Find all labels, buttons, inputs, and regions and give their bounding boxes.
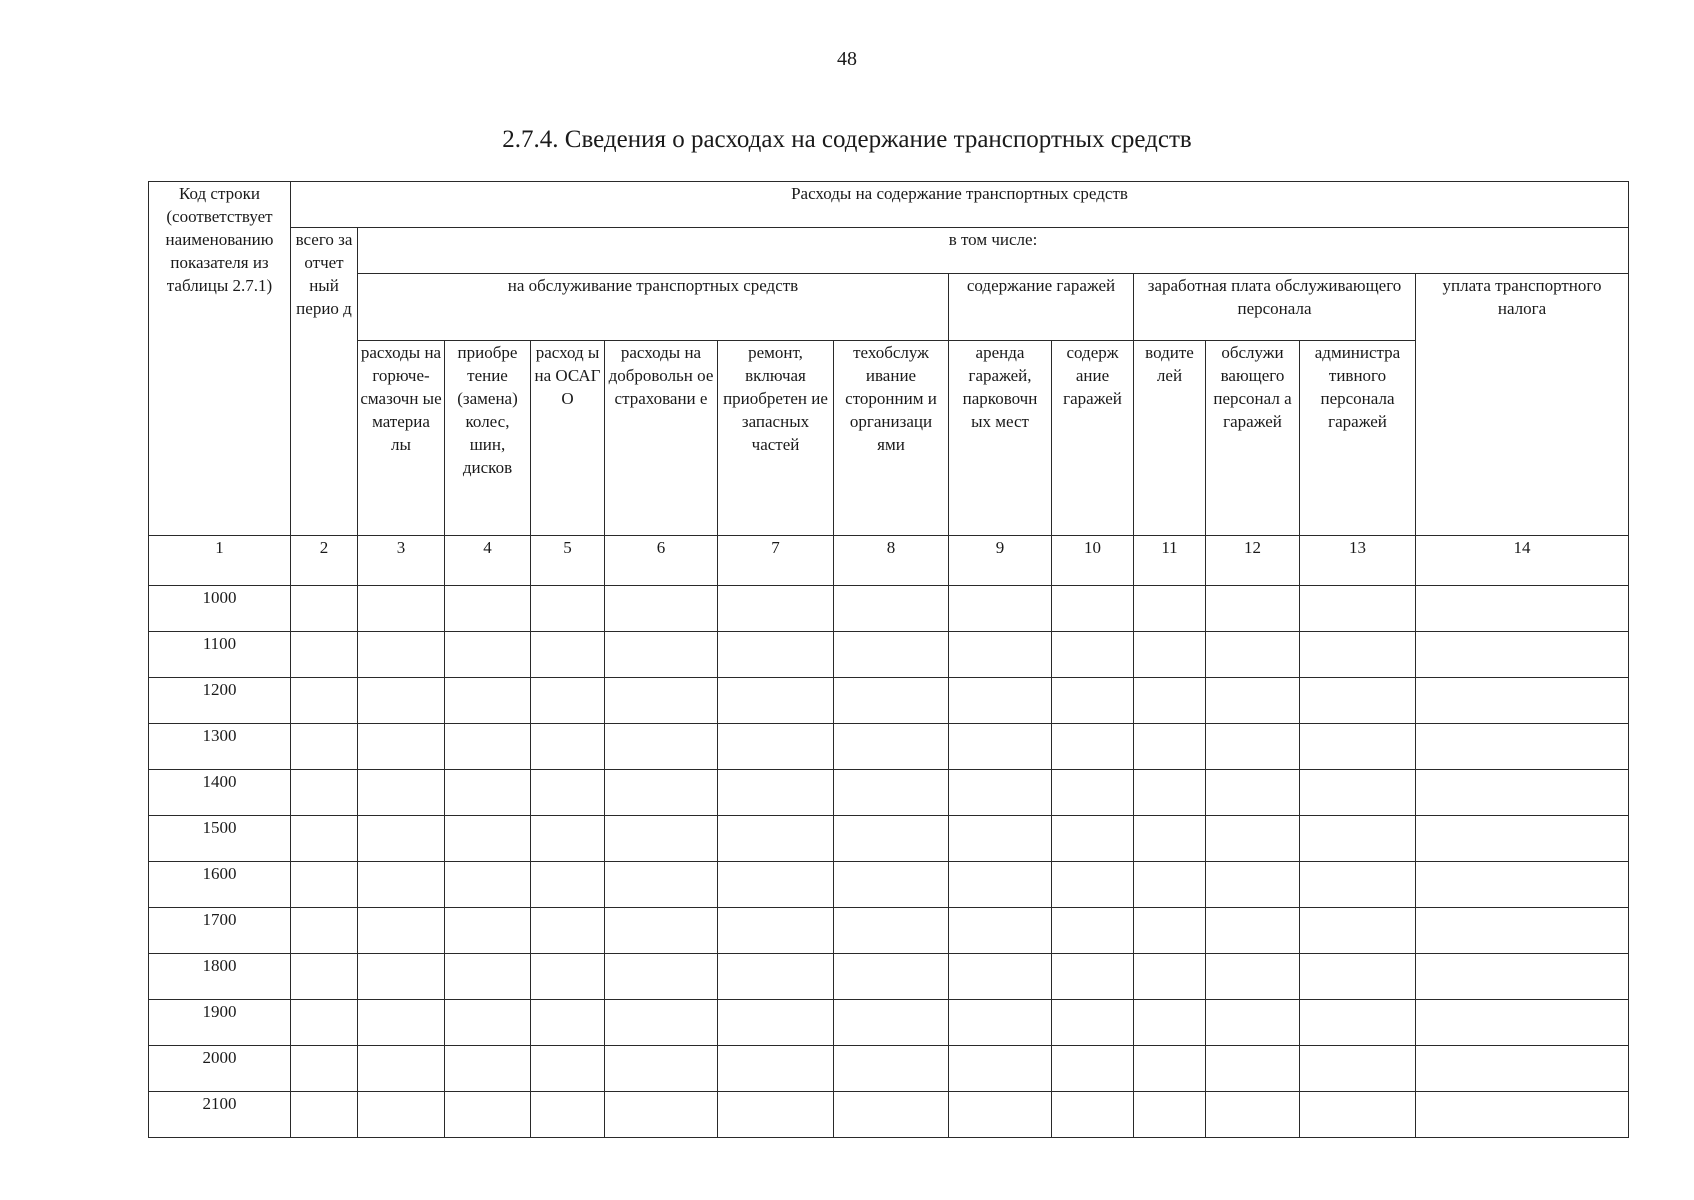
table-cell	[605, 678, 718, 724]
table-cell	[1206, 908, 1300, 954]
table-cell	[718, 816, 834, 862]
table-cell	[1206, 954, 1300, 1000]
table-cell	[718, 1046, 834, 1092]
table-cell	[1134, 632, 1206, 678]
table-cell	[949, 1092, 1052, 1138]
table-cell	[1052, 586, 1134, 632]
table-cell	[358, 770, 445, 816]
table-cell	[358, 724, 445, 770]
table-cell	[1134, 1046, 1206, 1092]
table-cell	[1206, 770, 1300, 816]
table-cell	[1052, 908, 1134, 954]
table-cell	[718, 678, 834, 724]
table-row	[149, 862, 1629, 908]
table-cell	[1052, 862, 1134, 908]
table-cell	[605, 1000, 718, 1046]
table-cell	[531, 586, 605, 632]
table-cell	[445, 816, 531, 862]
table-cell	[1134, 678, 1206, 724]
table-cell	[358, 862, 445, 908]
table-row	[149, 1092, 1629, 1138]
header-group-tax: уплата транспортного налога	[1416, 274, 1629, 536]
column-number: 13	[1300, 536, 1416, 586]
table-cell	[1134, 770, 1206, 816]
table-cell	[1206, 1000, 1300, 1046]
table-cell	[834, 816, 949, 862]
table-cell	[1206, 1046, 1300, 1092]
table-cell	[1300, 816, 1416, 862]
header-sub-fuel: расходы на горюче-смазочн ые материа лы	[358, 341, 445, 536]
table-cell	[949, 1000, 1052, 1046]
table-cell	[291, 678, 358, 724]
table-cell	[531, 862, 605, 908]
table-cell	[1300, 954, 1416, 1000]
table-cell	[1416, 954, 1629, 1000]
table-cell	[1416, 862, 1629, 908]
table-cell	[1206, 678, 1300, 724]
table-cell	[718, 908, 834, 954]
row-code: 1600	[149, 862, 291, 908]
table-cell	[1206, 724, 1300, 770]
table-cell	[291, 586, 358, 632]
table-cell	[949, 862, 1052, 908]
table-row	[149, 770, 1629, 816]
table-cell	[291, 1000, 358, 1046]
table-cell	[445, 862, 531, 908]
table-cell	[445, 586, 531, 632]
table-cell	[1134, 586, 1206, 632]
table-cell	[834, 724, 949, 770]
table-cell	[1300, 1000, 1416, 1046]
table-cell	[1134, 1000, 1206, 1046]
table-cell	[445, 678, 531, 724]
table-cell	[1416, 586, 1629, 632]
table-cell	[834, 632, 949, 678]
row-code: 1800	[149, 954, 291, 1000]
table-cell	[718, 1000, 834, 1046]
table-row	[149, 1046, 1629, 1092]
column-number: 8	[834, 536, 949, 586]
table-cell	[1134, 1092, 1206, 1138]
table-cell	[834, 1046, 949, 1092]
header-group-garages: содержание гаражей	[949, 274, 1134, 341]
table-cell	[1416, 770, 1629, 816]
column-number: 3	[358, 536, 445, 586]
row-code: 1300	[149, 724, 291, 770]
table-cell	[358, 678, 445, 724]
table-cell	[949, 770, 1052, 816]
table-cell	[1416, 908, 1629, 954]
header-sub-osago: расход ы на ОСАГ О	[531, 341, 605, 536]
table-cell	[445, 1046, 531, 1092]
table-cell	[834, 954, 949, 1000]
table-cell	[605, 1092, 718, 1138]
table-cell	[949, 724, 1052, 770]
table-cell	[605, 1046, 718, 1092]
table-cell	[1300, 862, 1416, 908]
expenses-table	[148, 181, 1629, 1138]
table-cell	[1300, 586, 1416, 632]
header-sub-drivers: водите лей	[1134, 341, 1206, 536]
table-cell	[291, 1046, 358, 1092]
table-cell	[445, 954, 531, 1000]
column-number: 10	[1052, 536, 1134, 586]
table-cell	[291, 908, 358, 954]
table-cell	[1052, 770, 1134, 816]
header-total: всего за отчет ный перио д	[291, 228, 358, 536]
table-cell	[445, 1000, 531, 1046]
table-cell	[358, 632, 445, 678]
table-cell	[834, 908, 949, 954]
table-cell	[718, 862, 834, 908]
table-cell	[1300, 908, 1416, 954]
table-cell	[1416, 678, 1629, 724]
table-cell	[605, 862, 718, 908]
page-number: 48	[837, 48, 857, 70]
header-sub-voluntary-insurance: расходы на добровольн ое страховани е	[605, 341, 718, 536]
table-cell	[834, 1000, 949, 1046]
column-number: 6	[605, 536, 718, 586]
table-cell	[1206, 632, 1300, 678]
row-code: 1200	[149, 678, 291, 724]
table-cell	[1300, 1092, 1416, 1138]
table-cell	[834, 770, 949, 816]
data-rows	[149, 586, 1629, 1138]
table-cell	[718, 770, 834, 816]
column-number: 7	[718, 536, 834, 586]
table-cell	[718, 586, 834, 632]
table-cell	[1052, 678, 1134, 724]
table-row	[149, 954, 1629, 1000]
table-cell	[358, 908, 445, 954]
table-cell	[1206, 586, 1300, 632]
header-expenses: Расходы на содержание транспортных средств	[291, 182, 1629, 228]
table-cell	[1416, 724, 1629, 770]
row-code: 1500	[149, 816, 291, 862]
table-cell	[1134, 816, 1206, 862]
table-cell	[531, 678, 605, 724]
table-cell	[718, 632, 834, 678]
table-cell	[1300, 678, 1416, 724]
table-cell	[834, 862, 949, 908]
table-cell	[949, 678, 1052, 724]
column-number: 2	[291, 536, 358, 586]
table-cell	[1134, 908, 1206, 954]
table-cell	[1052, 1000, 1134, 1046]
table-cell	[1052, 1046, 1134, 1092]
table-cell	[1206, 1092, 1300, 1138]
table-row	[149, 816, 1629, 862]
table-cell	[834, 1092, 949, 1138]
row-code: 1700	[149, 908, 291, 954]
table-cell	[1134, 862, 1206, 908]
table-cell	[531, 908, 605, 954]
row-code: 1100	[149, 632, 291, 678]
table-row	[149, 632, 1629, 678]
table-cell	[358, 1000, 445, 1046]
table-cell	[1416, 632, 1629, 678]
table-cell	[605, 724, 718, 770]
row-code: 1400	[149, 770, 291, 816]
table-cell	[1300, 632, 1416, 678]
table-cell	[531, 632, 605, 678]
table-row	[149, 1000, 1629, 1046]
column-number-row	[149, 536, 1629, 586]
table-cell	[949, 816, 1052, 862]
table-cell	[445, 1092, 531, 1138]
column-number: 9	[949, 536, 1052, 586]
table-cell	[531, 1000, 605, 1046]
table-cell	[1206, 816, 1300, 862]
table-cell	[834, 586, 949, 632]
table-cell	[1300, 724, 1416, 770]
table-cell	[1300, 1046, 1416, 1092]
header-sub-wheels: приобре тение (замена) колес, шин, дисков	[445, 341, 531, 536]
table-cell	[291, 632, 358, 678]
header-sub-garage-rent: аренда гаражей, парковочн ых мест	[949, 341, 1052, 536]
table-row	[149, 724, 1629, 770]
table-cell	[445, 908, 531, 954]
row-code: 2100	[149, 1092, 291, 1138]
table-cell	[531, 816, 605, 862]
table-cell	[291, 862, 358, 908]
table-cell	[445, 632, 531, 678]
table-cell	[1134, 954, 1206, 1000]
table-cell	[445, 770, 531, 816]
table-cell	[1052, 954, 1134, 1000]
header-sub-admin-staff: администра тивного персонала гаражей	[1300, 341, 1416, 536]
document-title: 2.7.4. Сведения о расходах на содержание транспортных средств	[502, 126, 1192, 153]
column-number: 11	[1134, 536, 1206, 586]
table-cell	[531, 724, 605, 770]
table-cell	[605, 816, 718, 862]
table-cell	[834, 678, 949, 724]
table-cell	[1416, 1046, 1629, 1092]
table-row	[149, 678, 1629, 724]
table-cell	[358, 586, 445, 632]
table-cell	[949, 954, 1052, 1000]
table-cell	[531, 1092, 605, 1138]
table-cell	[605, 908, 718, 954]
table-cell	[949, 908, 1052, 954]
table-cell	[291, 954, 358, 1000]
table-cell	[1416, 1000, 1629, 1046]
table-cell	[291, 724, 358, 770]
table-cell	[605, 770, 718, 816]
table-cell	[291, 816, 358, 862]
table-cell	[949, 1046, 1052, 1092]
header-sub-garage-upkeep: содерж ание гаражей	[1052, 341, 1134, 536]
column-number: 12	[1206, 536, 1300, 586]
table-cell	[1052, 632, 1134, 678]
table-cell	[358, 1092, 445, 1138]
table-cell	[605, 954, 718, 1000]
column-number: 5	[531, 536, 605, 586]
table-cell	[1300, 770, 1416, 816]
table-cell	[531, 954, 605, 1000]
header-group-salary: заработная плата обслуживающего персонала	[1134, 274, 1416, 341]
table-cell	[1206, 862, 1300, 908]
table-cell	[949, 632, 1052, 678]
header-row-code: Код строки (соответствует наименованию показателя из таблицы 2.7.1)	[149, 182, 291, 536]
table-cell	[949, 586, 1052, 632]
table-cell	[1052, 724, 1134, 770]
table-cell	[291, 770, 358, 816]
column-number: 1	[149, 536, 291, 586]
table-cell	[531, 1046, 605, 1092]
header-including: в том числе:	[358, 228, 1629, 274]
table-cell	[358, 816, 445, 862]
table-cell	[358, 1046, 445, 1092]
table-cell	[1416, 816, 1629, 862]
table-cell	[1052, 816, 1134, 862]
header-sub-repair: ремонт, включая приобретен ие запасных частей	[718, 341, 834, 536]
table-cell	[605, 586, 718, 632]
header-sub-garage-staff: обслужи вающего персонал а гаражей	[1206, 341, 1300, 536]
table-cell	[718, 724, 834, 770]
column-number: 4	[445, 536, 531, 586]
header-sub-maintenance: техобслуж ивание сторонним и организаци ями	[834, 341, 949, 536]
table-cell	[1052, 1092, 1134, 1138]
table-cell	[1134, 724, 1206, 770]
table-row	[149, 908, 1629, 954]
table-cell	[445, 724, 531, 770]
table-cell	[531, 770, 605, 816]
table-cell	[1416, 1092, 1629, 1138]
table-cell	[718, 1092, 834, 1138]
table-cell	[291, 1092, 358, 1138]
column-number: 14	[1416, 536, 1629, 586]
row-code: 2000	[149, 1046, 291, 1092]
table-cell	[605, 632, 718, 678]
row-code: 1900	[149, 1000, 291, 1046]
header-group-service: на обслуживание транспортных средств	[358, 274, 949, 341]
row-code: 1000	[149, 586, 291, 632]
table-row	[149, 586, 1629, 632]
table-cell	[718, 954, 834, 1000]
table-cell	[358, 954, 445, 1000]
